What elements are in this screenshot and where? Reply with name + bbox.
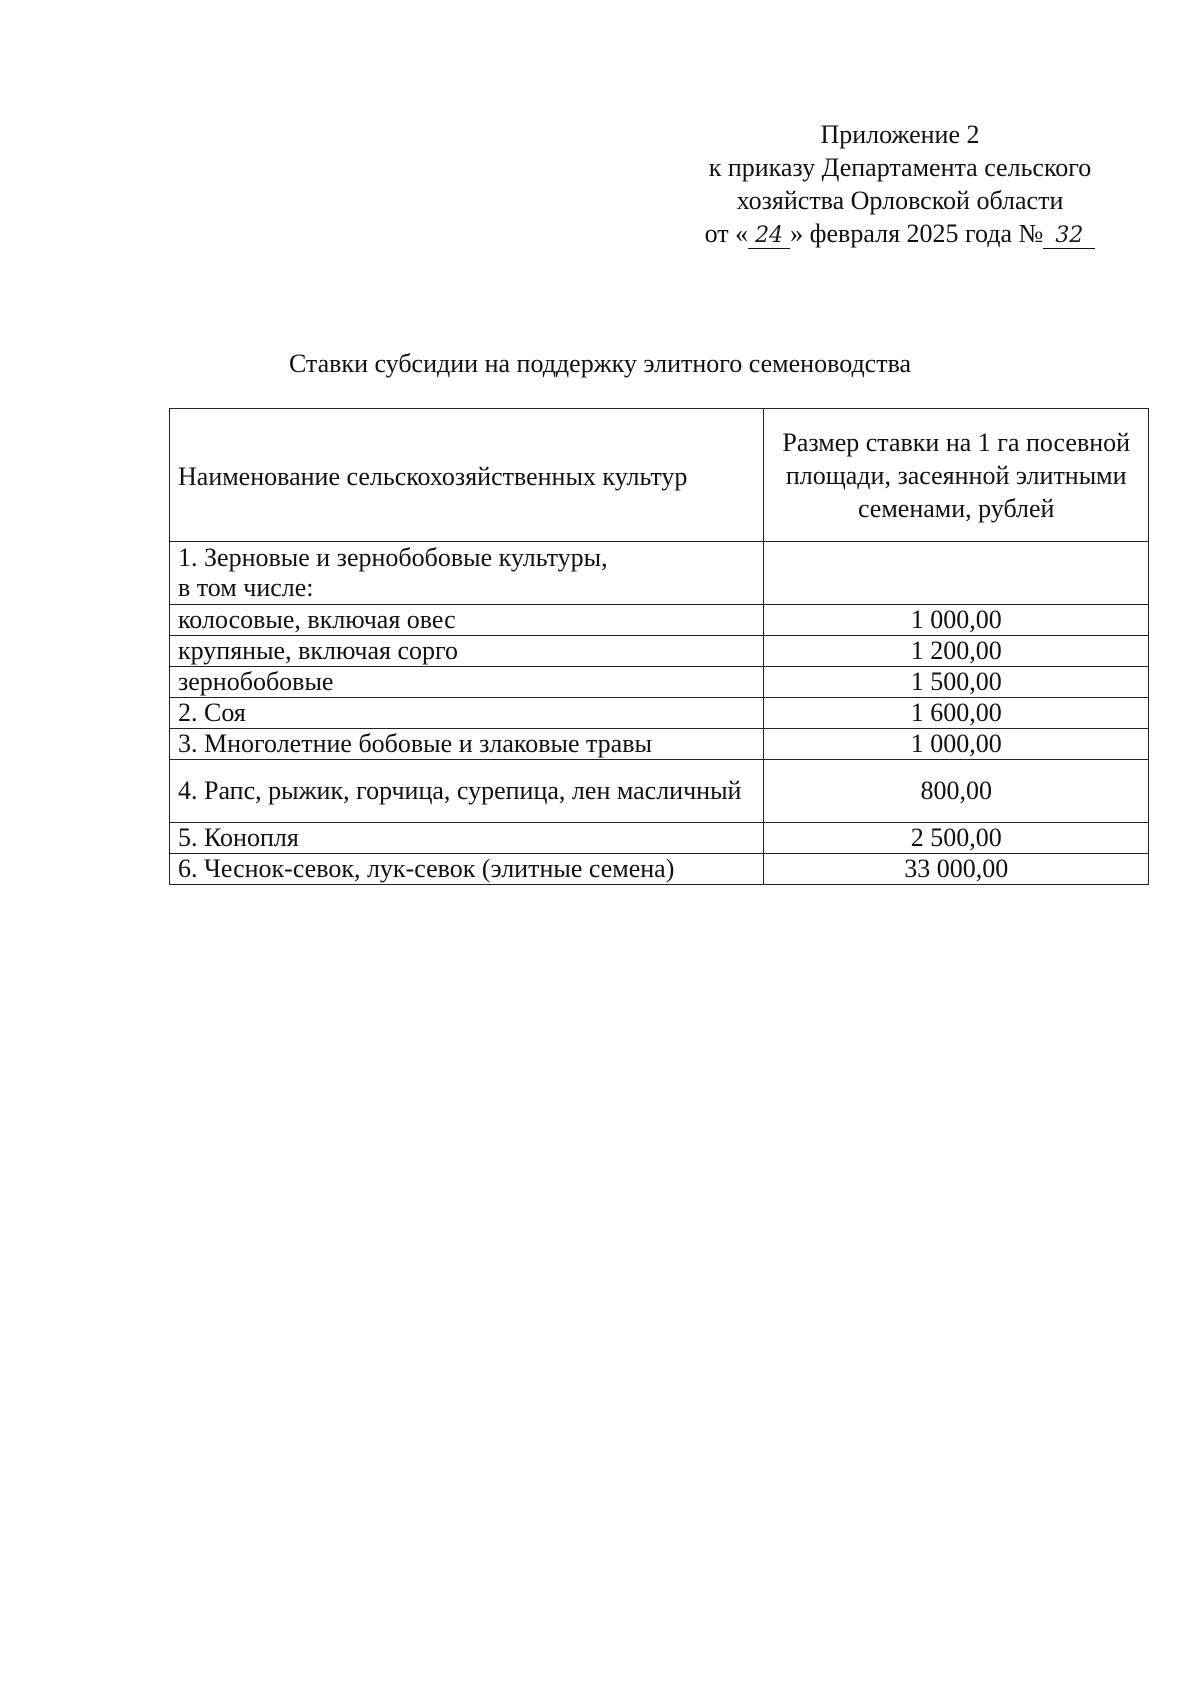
appendix-order-line: к приказу Департамента сельского	[708, 153, 1092, 182]
crop-name-cell: 3. Многолетние бобовые и злаковые травы	[170, 729, 764, 760]
table-row	[170, 667, 1149, 698]
table-row	[170, 698, 1149, 729]
rate-value-cell: 1 600,00	[764, 698, 1149, 729]
rate-value-cell: 1 000,00	[764, 729, 1149, 760]
rate-value-cell: 1 500,00	[764, 667, 1149, 698]
date-middle: » февраля 2025 года №	[790, 219, 1044, 248]
appendix-header	[640, 118, 1160, 250]
crop-name-cell: 2. Соя	[170, 698, 764, 729]
appendix-date-line	[640, 217, 1160, 250]
handwritten-day: 24	[748, 224, 790, 249]
table-header-row	[170, 409, 1149, 542]
rate-value-cell: 1 200,00	[764, 636, 1149, 667]
handwritten-number: 32	[1043, 224, 1095, 249]
table-row	[170, 854, 1149, 885]
rate-value-cell: 2 500,00	[764, 823, 1149, 854]
crop-name-cell: 6. Чеснок-севок, лук-севок (элитные семена)	[170, 854, 764, 885]
rate-value-cell	[764, 542, 1149, 605]
table-body	[170, 542, 1149, 885]
rate-value-cell: 1 000,00	[764, 605, 1149, 636]
header-rate: Размер ставки на 1 га посевной площади, засеянной элитными семенами, рублей	[764, 409, 1149, 542]
table-row	[170, 636, 1149, 667]
appendix-department-line: хозяйства Орловской области	[736, 186, 1064, 215]
crop-name-cell: зернобобовые	[170, 667, 764, 698]
table-row	[170, 823, 1149, 854]
document-title: Ставки субсидии на поддержку элитного семеноводства	[288, 349, 912, 378]
crop-name-cell: 4. Рапс, рыжик, горчица, сурепица, лен масличный	[170, 760, 764, 823]
appendix-title: Приложение 2	[820, 120, 980, 149]
crop-name-cell: 5. Конопля	[170, 823, 764, 854]
crop-name-cell: крупяные, включая сорго	[170, 636, 764, 667]
subsidy-rates-table	[169, 408, 1149, 885]
crop-name-cell: 1. Зерновые и зернобобовые культуры, в том числе:	[170, 542, 764, 605]
header-crop-name: Наименование сельскохозяйственных культур	[170, 409, 764, 542]
table-row	[170, 729, 1149, 760]
date-prefix: от «	[704, 219, 749, 248]
crop-name-cell: колосовые, включая овес	[170, 605, 764, 636]
table-row	[170, 542, 1149, 605]
rate-value-cell: 33 000,00	[764, 854, 1149, 885]
rate-value-cell: 800,00	[764, 760, 1149, 823]
table-row	[170, 760, 1149, 823]
table-row	[170, 605, 1149, 636]
